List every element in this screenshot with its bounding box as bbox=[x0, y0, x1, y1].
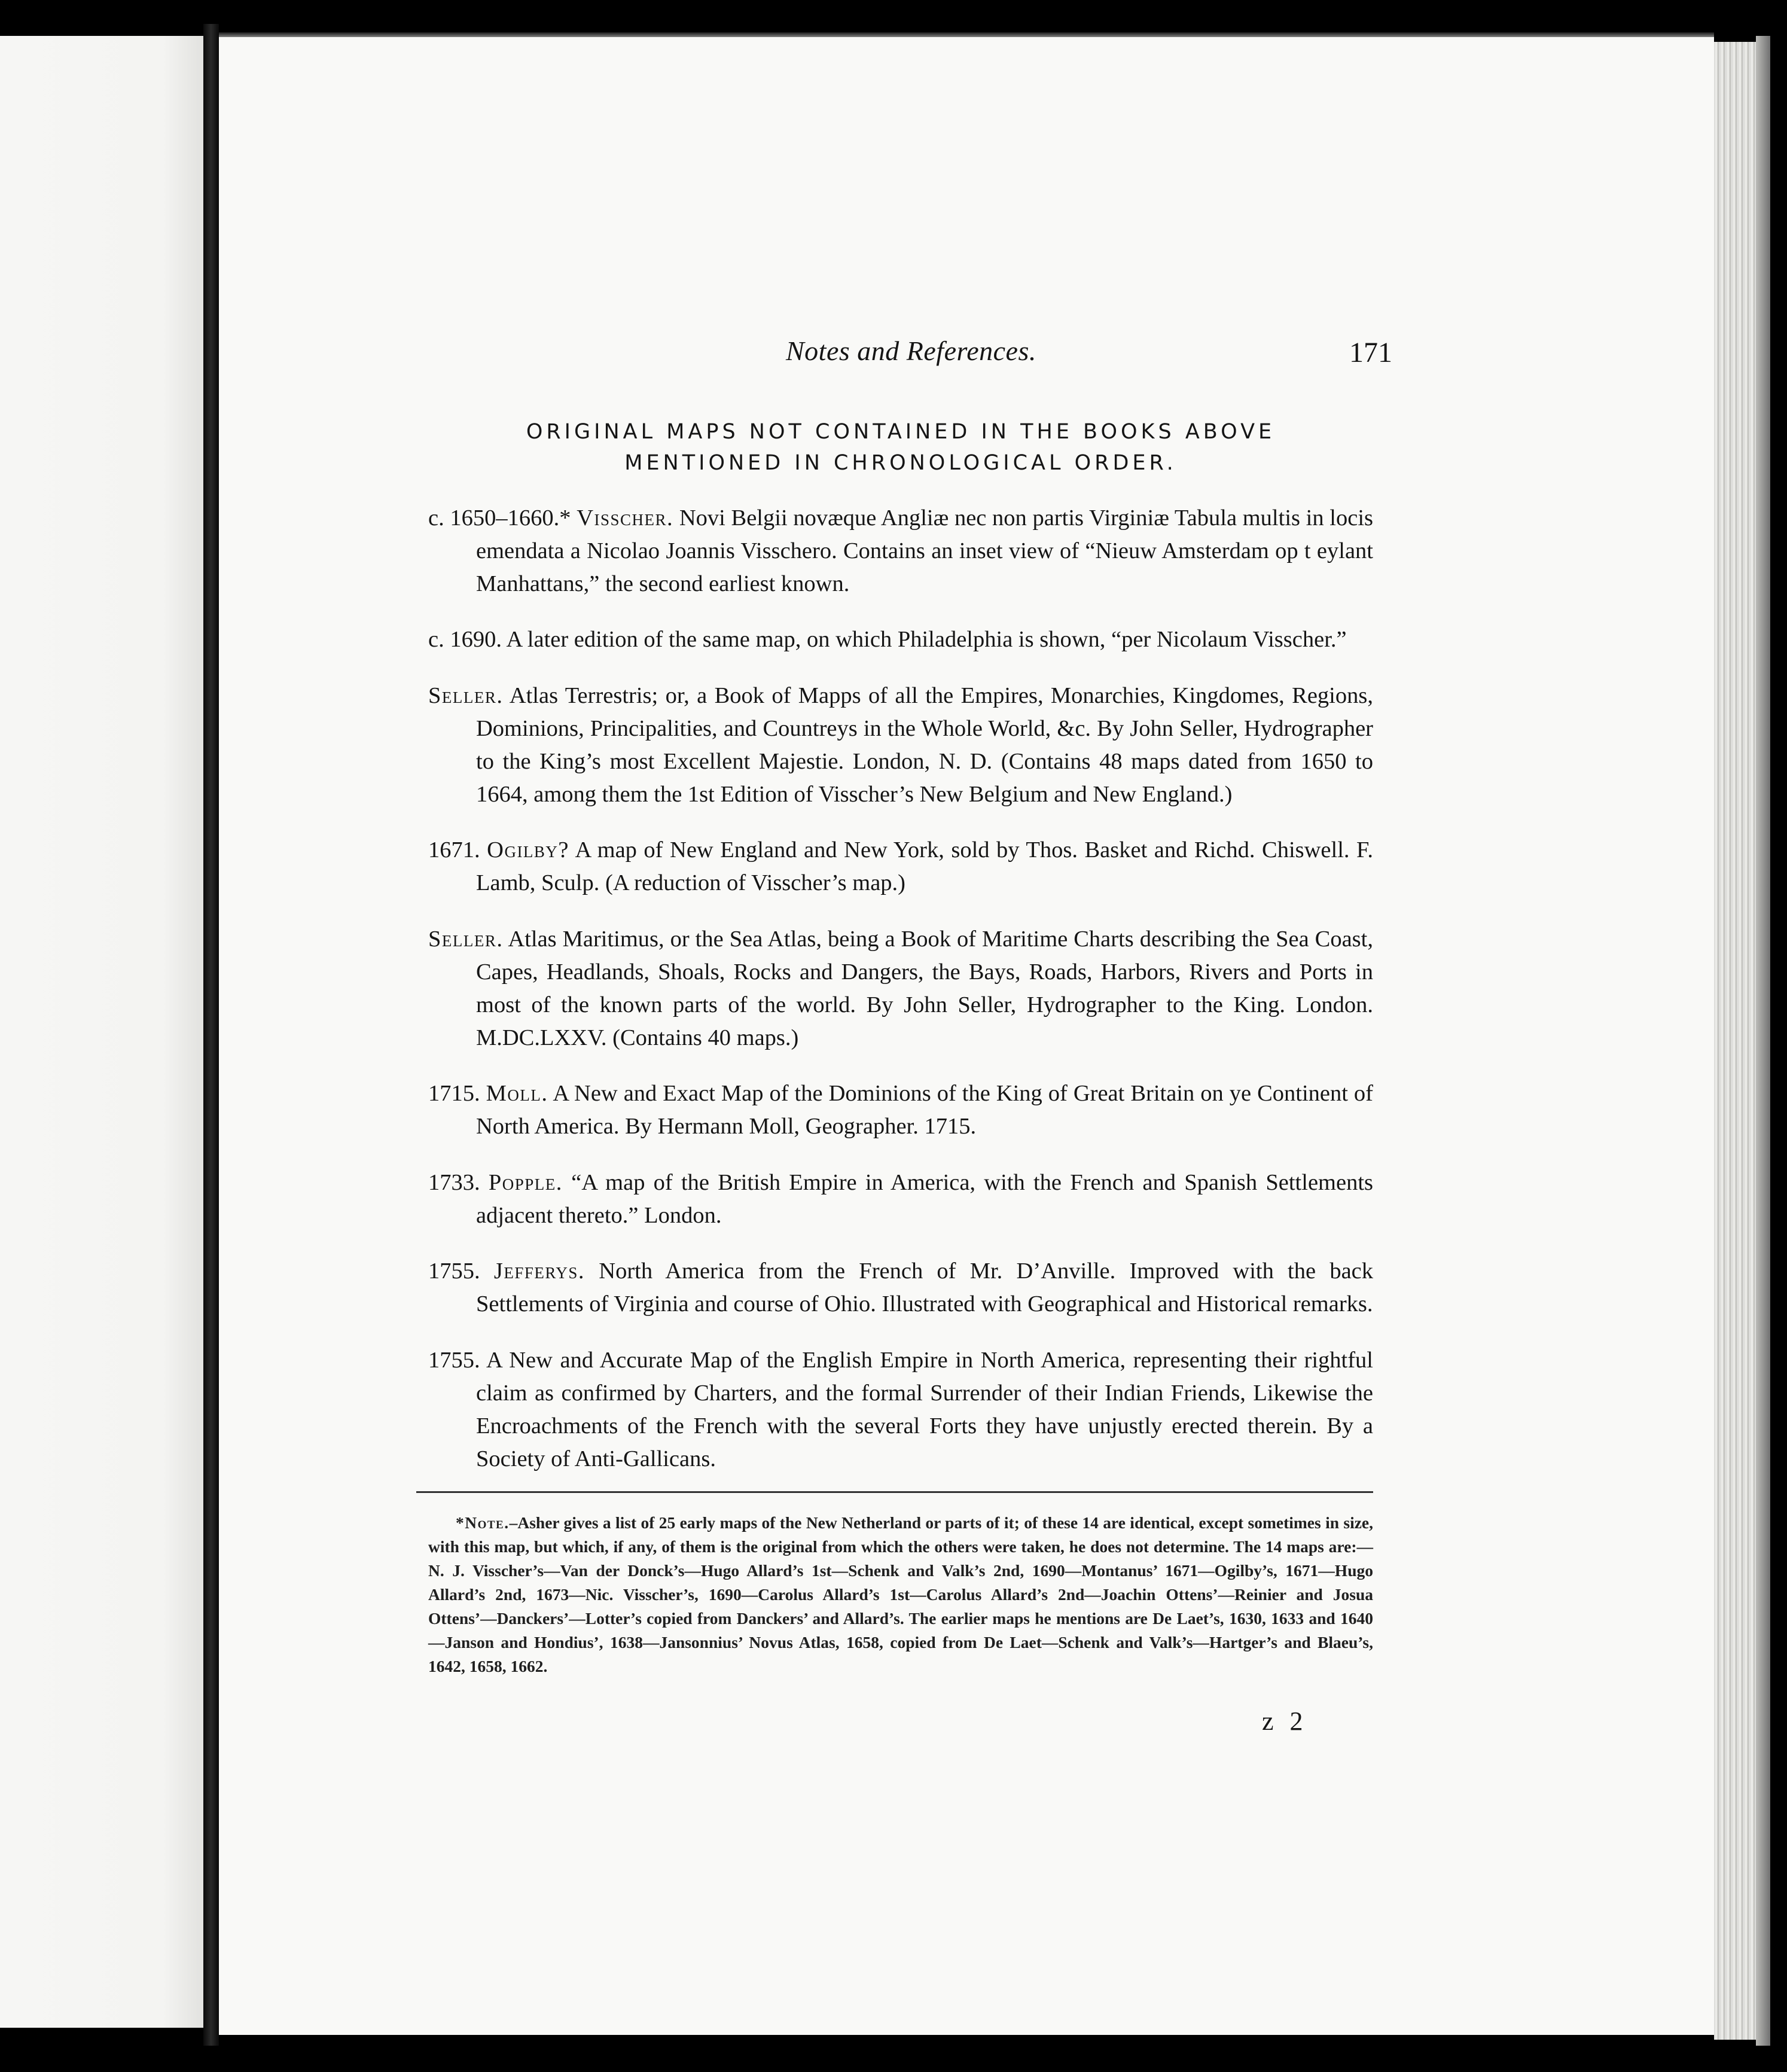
entry-text: Atlas Terrestris; or, a Book of Mapps of all the Empires, Monarchies, Kingdomes, Regions, Dominions, Principalities, and Countreys in the Whole World, &c. By John Seller, Hydrographer to the King’s most Excellent Majestie. London, N. D. (Contains 48 maps dated from 1650 to 1664, among them the 1st Edition of Visscher’s New Belgium and New England.) bbox=[476, 682, 1373, 807]
footnote-marker: *Note. bbox=[456, 1513, 510, 1532]
map-entry bbox=[428, 623, 1373, 656]
entry-text: Novi Belgii novæque Angliæ nec non partis Virginiæ Tabula multis in locis emendata a Nicolao Joannis Visschero. Contains an inset view of “Nieuw Amsterdam op t eylant Manhattans,” the second earliest known. bbox=[476, 505, 1374, 596]
map-entry bbox=[428, 502, 1373, 601]
entry-date: 1715. bbox=[428, 1081, 480, 1106]
book-gutter bbox=[203, 24, 219, 2046]
entry-text: A later edition of the same map, on which Philadelphia is shown, “per Nicolaum Visscher.” bbox=[506, 627, 1347, 652]
entry-author: Seller. bbox=[428, 926, 504, 952]
section-heading-line-1: ORIGINAL MAPS NOT CONTAINED IN THE BOOKS ABOVE bbox=[526, 420, 1276, 444]
entry-date: c. 1690. bbox=[428, 627, 502, 652]
entry-author: Ogilby? bbox=[487, 837, 570, 863]
book-edge bbox=[1756, 36, 1770, 2046]
entry-author: Popple. bbox=[488, 1169, 563, 1195]
footnote-divider bbox=[416, 1491, 1373, 1493]
entry-text: North America from the French of Mr. D’Anville. Improved with the back Settlements of Virginia and course of Ohio. Illustrated with Geographical and Historical remarks. bbox=[476, 1259, 1374, 1317]
entry-date: 1755. bbox=[428, 1347, 480, 1373]
map-entry-list bbox=[428, 502, 1373, 1476]
section-heading-line-2: MENTIONED IN CHRONOLOGICAL ORDER. bbox=[624, 451, 1177, 475]
page-number: 171 bbox=[1349, 337, 1392, 368]
entry-author: Moll. bbox=[486, 1081, 548, 1106]
page-content bbox=[428, 335, 1392, 1695]
map-entry bbox=[428, 1166, 1373, 1232]
page-stack-edges bbox=[1714, 42, 1756, 2040]
entry-date: c. 1650–1660.* bbox=[428, 505, 571, 531]
entry-date: 1733. bbox=[428, 1169, 480, 1195]
running-title: Notes and References. bbox=[786, 336, 1036, 366]
running-head bbox=[428, 335, 1392, 383]
section-heading bbox=[428, 416, 1373, 479]
facing-page-edge bbox=[0, 36, 203, 2028]
map-entry bbox=[428, 680, 1373, 811]
entry-author: Jefferys. bbox=[493, 1259, 585, 1284]
entry-text: A New and Accurate Map of the English Empire in North America, representing their rightful claim as confirmed by Charters, and the formal Surrender of their Indian Friends, Likewise the Encroachments of the French with the several Forts they have unjustly erected therein. By a Society of Anti-Gallicans. bbox=[476, 1347, 1373, 1471]
entry-author: Seller. bbox=[428, 682, 504, 708]
entry-date: 1671. bbox=[428, 837, 480, 863]
entry-text: Atlas Maritimus, or the Sea Atlas, being a Book of Maritime Charts describing the Sea Coast, Capes, Headlands, Shoals, Rocks and Dangers, the Bays, Roads, Harbors, Rivers and Ports in most of the known parts of the world. By John Seller, Hydrographer to the King. London. M.DC.LXXV. (Contains 40 maps.) bbox=[476, 926, 1373, 1050]
entry-text: A New and Exact Map of the Dominions of the King of Great Britain on ye Continent of North America. By Hermann Moll, Geographer. 1715. bbox=[476, 1081, 1373, 1139]
map-entry bbox=[428, 1077, 1373, 1143]
map-entry bbox=[428, 1344, 1373, 1476]
entry-text: “A map of the British Empire in America, with the French and Spanish Settlements adjacent thereto.” London. bbox=[476, 1169, 1374, 1228]
signature-mark: z 2 bbox=[1262, 1707, 1308, 1736]
entry-date: 1755. bbox=[428, 1259, 480, 1284]
entry-text: A map of New England and New York, sold by Thos. Basket and Richd. Chiswell. F. Lamb, Sculp. (A reduction of Visscher’s map.) bbox=[476, 837, 1373, 895]
map-entry bbox=[428, 923, 1373, 1055]
map-entry bbox=[428, 1255, 1373, 1321]
entry-author: Visscher. bbox=[577, 505, 674, 531]
map-entry bbox=[428, 834, 1373, 900]
footnote bbox=[428, 1511, 1373, 1678]
footnote-text: –Asher gives a list of 25 early maps of the New Netherland or parts of it; of these 14 are identical, except sometimes in size, with this map, but which, if any, of them is the original from which the others were taken, he does not determine. The 14 maps are:—N. J. Visscher’s—Van der Donck’s—Hugo Allard’s 1st—Schenk and Valk’s 2nd, 1690—Montanus’ 1671—Ogilby’s, 1671—Hugo Allard’s 2nd, 1673—Nic. Visscher’s, 1690—Carolus Allard’s 1st—Carolus Allard’s 2nd—Joachin Ottens’—Reinier and Josua Ottens’—Danckers’—Lotter’s copied from Danckers’ and Allard’s. The earlier maps he mentions are De Laet’s, 1630, 1633 and 1640—Janson and Hondius’, 1638—Jansonnius’ Novus Atlas, 1658, copied from De Laet—Schenk and Valk’s—Hartger’s and Blaeu’s, 1642, 1658, 1662. bbox=[428, 1513, 1373, 1675]
